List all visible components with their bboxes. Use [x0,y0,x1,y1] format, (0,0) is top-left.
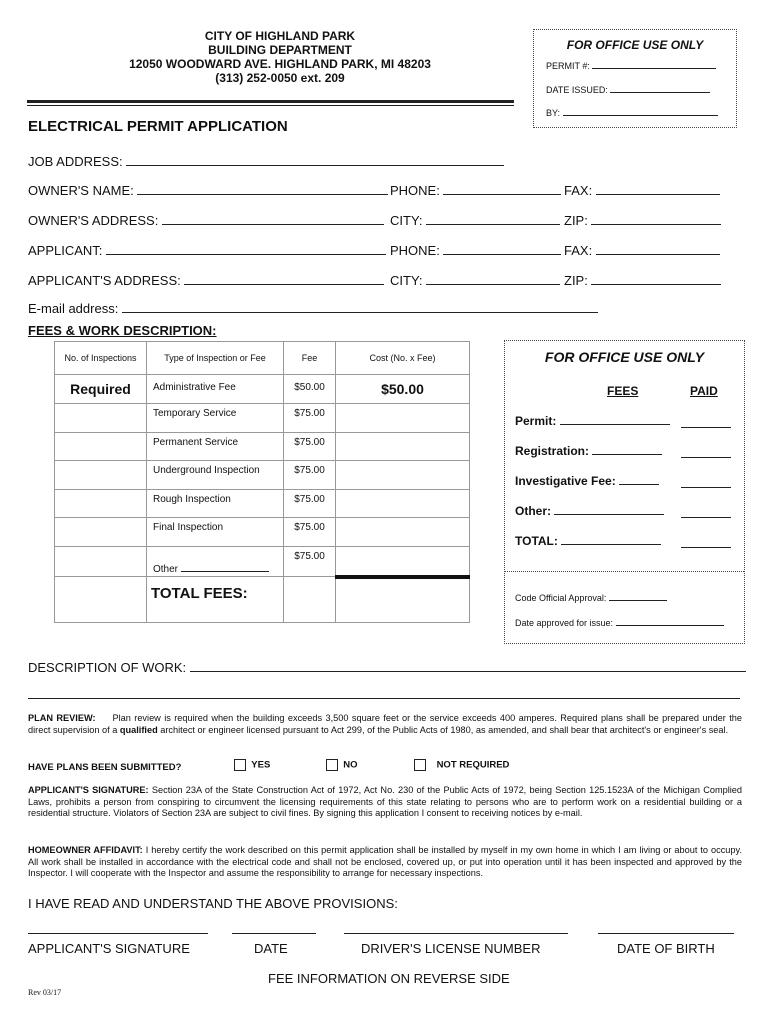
office-divider [505,571,744,572]
inspection-count-input[interactable] [55,433,147,461]
required-label: Required [55,375,147,404]
permit-number-field[interactable]: PERMIT #: [546,61,726,71]
office-use-side-title: FOR OFFICE USE ONLY [544,349,705,365]
total-cost-input[interactable] [336,577,470,623]
inspection-type: Underground Inspection [147,461,284,490]
yes-checkbox[interactable] [234,759,246,771]
header-rule-thick [27,100,514,103]
fees-column-label: FEES [607,384,639,398]
fees-section-title: FEES & WORK DESCRIPTION: [28,323,217,338]
inspection-cost-input[interactable] [336,547,470,577]
inspection-type: Temporary Service [147,404,284,433]
office-total-field[interactable]: TOTAL: [515,534,661,548]
office-use-top-box [533,29,737,128]
col-header-type: Type of Inspection or Fee [147,342,284,375]
office-use-top-title: FOR OFFICE USE ONLY [566,38,704,52]
revision-label: Rev 03/17 [28,988,62,997]
office-permit-field[interactable]: Permit: [515,414,670,428]
date-issued-field[interactable]: DATE ISSUED: [546,85,726,95]
table-row [55,375,470,404]
drivers-license-line[interactable] [344,933,568,934]
reverse-side-note: FEE INFORMATION ON REVERSE SIDE [268,971,510,986]
applicant-fax-field[interactable]: FAX: [564,243,720,258]
applicant-zip-field[interactable]: ZIP: [564,273,721,288]
plans-yes-option[interactable]: YES [234,759,270,771]
paid-column-label: PAID [690,384,718,398]
office-investigative-field[interactable]: Investigative Fee: [515,474,659,488]
no-checkbox[interactable] [326,759,338,771]
inspection-count-input[interactable] [55,461,147,490]
owner-zip-field[interactable]: ZIP: [564,213,721,228]
owner-city-field[interactable]: CITY: [390,213,560,228]
table-row [55,404,470,433]
form-title: ELECTRICAL PERMIT APPLICATION [28,118,288,135]
inspection-cost-input[interactable] [336,490,470,518]
office-total-paid[interactable] [681,534,731,553]
header-department: BUILDING DEPARTMENT [208,43,352,57]
inspection-fee: $50.00 [284,375,336,404]
date-approved-field[interactable]: Date approved for issue: [515,618,724,628]
inspection-count-input[interactable] [55,404,147,433]
plans-not-required-option[interactable]: NOT REQUIRED [414,759,509,771]
applicant-city-field[interactable]: CITY: [390,273,560,288]
inspection-cost-input[interactable] [336,404,470,433]
office-other-field[interactable]: Other: [515,504,664,518]
read-understand-statement: I HAVE READ AND UNDERSTAND THE ABOVE PROVISIONS: [28,896,398,911]
applicant-signature-paragraph: APPLICANT'S SIGNATURE: Section 23A of the State Construction Act of 1972, Act No. 230 of the Public Acts of 1972, being Section 125.1523A of the Michigan Complied Laws, prohibits a person from conspiring to circumvent the licensing requirements of this state relating to persons who are to perform work on a residential building or a residential structure. Violators of Section 23A are subject to civil fines. By signing this application I consent to receiving notices by e-mail. [28,785,743,818]
applicant-phone-field[interactable]: PHONE: [390,243,561,258]
inspection-type: Final Inspection [147,518,284,547]
table-row [55,461,470,490]
inspection-fee: $75.00 [284,490,336,518]
inspection-count-input[interactable] [55,490,147,518]
office-other-paid[interactable] [681,504,731,523]
other-inspection-field[interactable]: Other [147,547,284,577]
plans-no-option[interactable]: NO [326,759,358,771]
not-required-checkbox[interactable] [414,759,426,771]
header-address: 12050 WOODWARD AVE. HIGHLAND PARK, MI 48203 [129,57,431,71]
description-second-line[interactable] [28,698,740,699]
col-header-fee: Fee [284,342,336,375]
email-field[interactable]: E-mail address: [28,301,598,316]
office-registration-field[interactable]: Registration: [515,444,662,458]
inspection-cost-input[interactable] [336,461,470,490]
table-row [55,518,470,547]
department-header [110,29,450,85]
header-city: CITY OF HIGHLAND PARK [204,29,356,43]
date-of-birth-label: DATE OF BIRTH [617,941,715,956]
office-registration-paid[interactable] [681,444,731,463]
homeowner-affidavit-paragraph: HOMEOWNER AFFIDAVIT: I hereby certify the work described on this permit application shall be installed by myself in my own home in which I am living or about to occupy. All work shall be installed in accordance with the electrical code and shall not be enclosed, covered up, or put into operation until it has been inspected and approved by the Inspector. I will cooperate with the Inspector and assume the responsibility to arrange for necessary inspections. [28,845,742,878]
by-field[interactable]: BY: [546,108,726,118]
inspection-count-input[interactable] [55,547,147,577]
inspection-fee: $75.00 [284,461,336,490]
header-phone: (313) 252-0050 ext. 209 [215,71,345,85]
inspection-type: Rough Inspection [147,490,284,518]
inspection-count-input[interactable] [55,518,147,547]
owner-fax-field[interactable]: FAX: [564,183,720,198]
job-address-field[interactable]: JOB ADDRESS: [28,154,504,169]
date-of-birth-line[interactable] [598,933,734,934]
inspection-fee: $75.00 [284,404,336,433]
applicants-address-field[interactable]: APPLICANT'S ADDRESS: [28,273,384,288]
total-count-cell [55,577,147,623]
table-row [55,547,470,577]
owners-name-field[interactable]: OWNER'S NAME: [28,183,388,198]
office-investigative-paid[interactable] [681,474,731,493]
plan-review-paragraph: PLAN REVIEW: Plan review is required when the building exceeds 3,500 square feet or the service exceeds 400 amperes. Required plans shall be prepared under the direct supervision of a qualified architect or engineer licensed pursuant to Act 299, of the Public Acts of 1980, as amended, and shall bear that architect's or engineer's seal. [28,713,743,735]
inspection-fee: $75.00 [284,433,336,461]
applicant-field[interactable]: APPLICANT: [28,243,386,258]
fee-table [54,341,470,623]
inspection-cost-input[interactable] [336,433,470,461]
owners-address-field[interactable]: OWNER'S ADDRESS: [28,213,384,228]
code-official-approval-field[interactable]: Code Official Approval: [515,593,667,603]
office-permit-paid[interactable] [681,414,731,433]
applicant-signature-line[interactable] [28,933,208,934]
inspection-type: Administrative Fee [147,375,284,404]
col-header-cost: Cost (No. x Fee) [336,342,470,375]
inspection-type: Permanent Service [147,433,284,461]
drivers-license-label: DRIVER'S LICENSE NUMBER [361,941,541,956]
plans-submitted-question: HAVE PLANS BEEN SUBMITTED? [28,762,182,773]
header-rule-thin [27,105,514,106]
owner-phone-field[interactable]: PHONE: [390,183,561,198]
table-row [55,433,470,461]
total-row [55,577,470,623]
office-use-side-box [504,340,745,644]
inspection-fee: $75.00 [284,518,336,547]
description-of-work-field[interactable]: DESCRIPTION OF WORK: [28,660,746,675]
table-row [55,490,470,518]
inspection-fee: $75.00 [284,547,336,577]
date-line[interactable] [232,933,316,934]
date-label: DATE [254,941,288,956]
inspection-cost-input[interactable] [336,518,470,547]
total-fees-label: TOTAL FEES: [147,577,284,623]
total-fee-cell [284,577,336,623]
col-header-no-inspections: No. of Inspections [55,342,147,375]
inspection-cost: $50.00 [336,375,470,404]
applicant-signature-label: APPLICANT'S SIGNATURE [28,941,190,956]
